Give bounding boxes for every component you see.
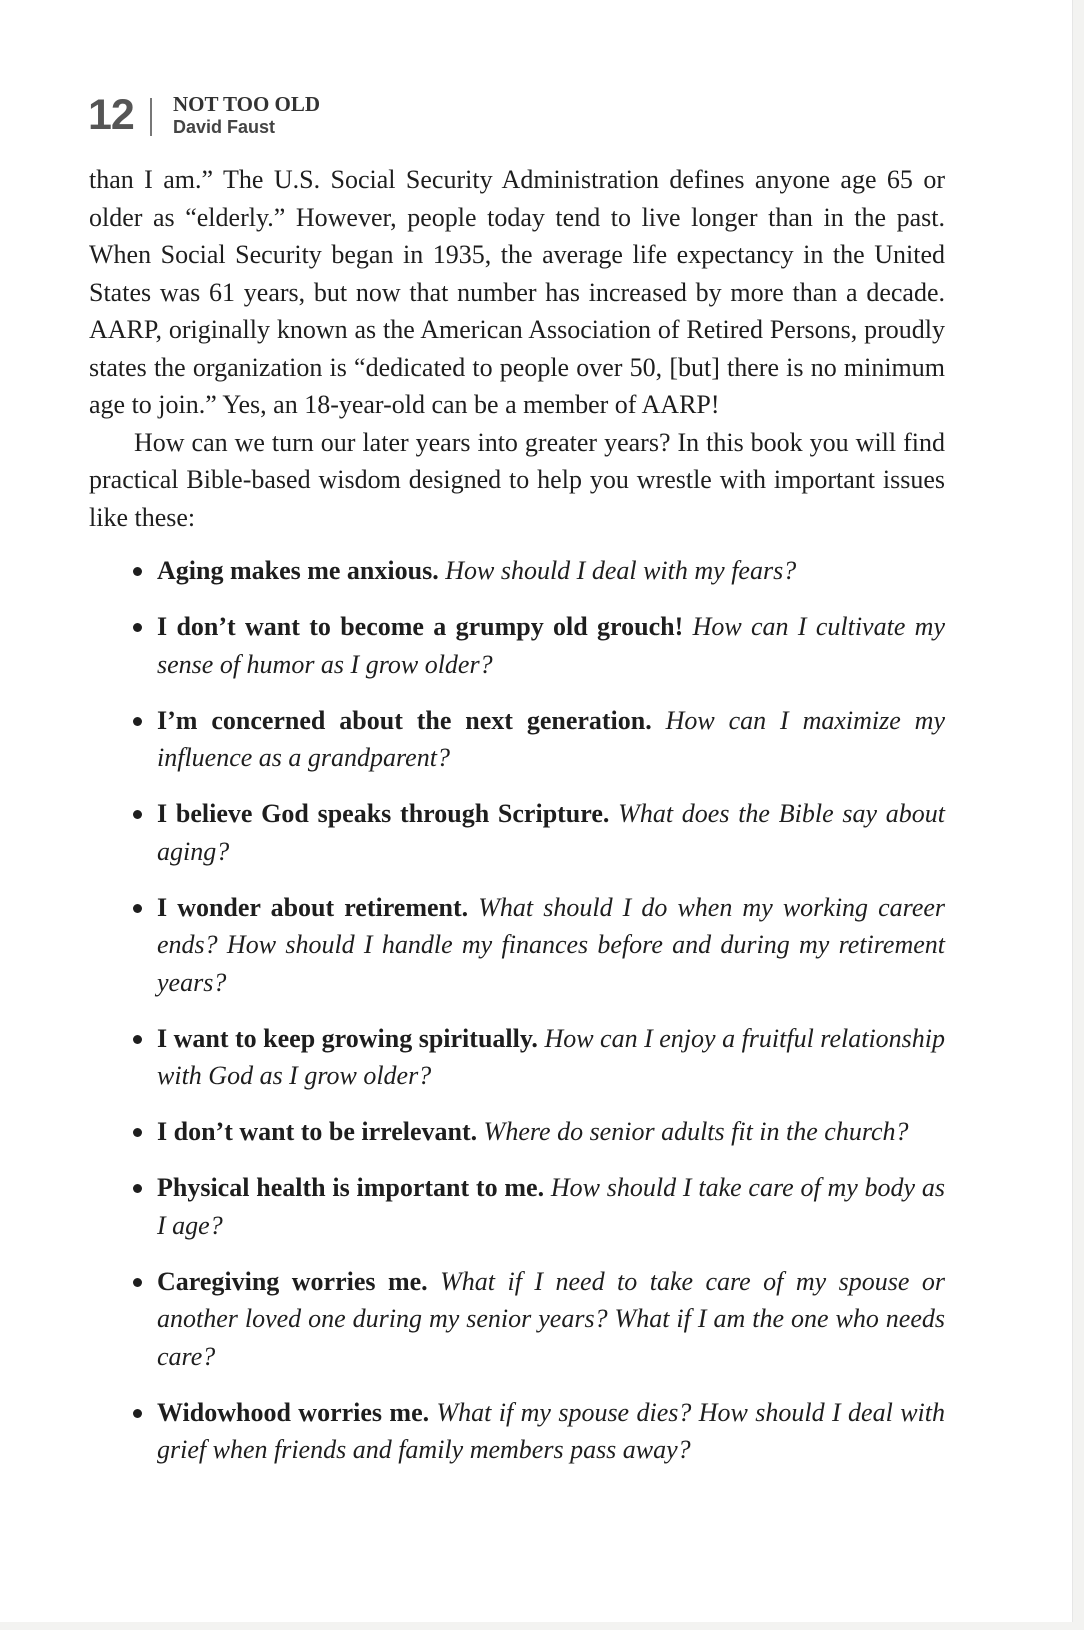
issue-item	[89, 1113, 945, 1151]
bullet-icon	[133, 904, 142, 913]
body-text	[89, 161, 945, 1487]
issue-question: What should I do when my working career ends? How should I handle my finances before and during my retirement years?	[157, 892, 946, 997]
issue-item	[89, 608, 945, 683]
bullet-icon	[133, 623, 142, 632]
issue-question: How should I deal with my fears?	[445, 556, 797, 585]
issue-item	[89, 1263, 945, 1376]
issue-item	[89, 702, 945, 777]
bullet-icon	[133, 1184, 142, 1193]
bullet-icon	[133, 1278, 142, 1287]
issue-question: What if I need to take care of my spouse or another loved one during my senior years? What if I am the one who needs care?	[157, 1266, 946, 1371]
issue-item	[89, 1169, 945, 1244]
bullet-icon	[133, 1035, 142, 1044]
issue-statement: I wonder about retirement.	[157, 892, 469, 922]
book-title: NOT TOO OLD	[173, 92, 321, 116]
issue-statement: I want to keep growing spiritually.	[157, 1023, 538, 1053]
issue-statement: Aging makes me anxious.	[157, 556, 439, 585]
issue-item	[89, 795, 945, 870]
issue-statement: I don’t want to be irrelevant.	[157, 1117, 478, 1146]
issue-question: How can I maximize my influence as a grandparent?	[157, 705, 945, 772]
paragraph: How can we turn our later years into greater years? In this book you will find practical Bible-based wisdom designed to help you wrestle with important issues like these:	[89, 427, 945, 532]
issue-statement: I don’t want to become a grumpy old grouch!	[157, 612, 684, 641]
paragraph: than I am.” The U.S. Social Security Administration defines anyone age 65 or older as “elderly.” However, people today tend to live longer than in the past. When Social Security began in 1935, the average life expectancy in the United States was 61 years, but now that number has increased by more than a decade. AARP, originally known as the American Association of Retired Persons, proudly states the organization is “dedicated to people over 50, [but] there is no minimum age to join.” Yes, an 18-year-old can be a member of AARP!	[89, 165, 945, 419]
bullet-icon	[133, 567, 142, 576]
issues-list	[89, 552, 945, 1469]
issue-question: How can I cultivate my sense of humor as I grow older?	[157, 612, 946, 679]
bullet-icon	[133, 1409, 142, 1418]
issue-question: How should I take care of my body as I age?	[157, 1173, 946, 1240]
issue-item	[89, 552, 945, 590]
issue-statement: I’m concerned about the next generation.	[157, 705, 652, 735]
issue-statement: Widowhood worries me.	[157, 1397, 430, 1427]
issue-item	[89, 1020, 945, 1095]
issue-question: Where do senior adults fit in the church?	[483, 1117, 909, 1146]
bullet-icon	[133, 717, 142, 726]
issue-statement: Caregiving worries me.	[157, 1266, 428, 1296]
page-number: 12	[88, 91, 134, 139]
issue-question: What if my spouse dies? How should I deal with grief when friends and family members pass away?	[157, 1397, 945, 1464]
issue-statement: I believe God speaks through Scripture.	[157, 799, 610, 828]
book-author: David Faust	[173, 117, 276, 137]
issue-question: How can I enjoy a fruitful relationship with God as I grow older?	[157, 1023, 946, 1090]
issue-item	[89, 889, 945, 1002]
bullet-icon	[133, 1128, 142, 1137]
issue-statement: Physical health is important to me.	[157, 1173, 545, 1202]
bullet-icon	[133, 810, 142, 819]
issue-question: What does the Bible say about aging?	[157, 799, 946, 866]
issue-item	[89, 1394, 945, 1469]
header-divider	[150, 98, 152, 136]
